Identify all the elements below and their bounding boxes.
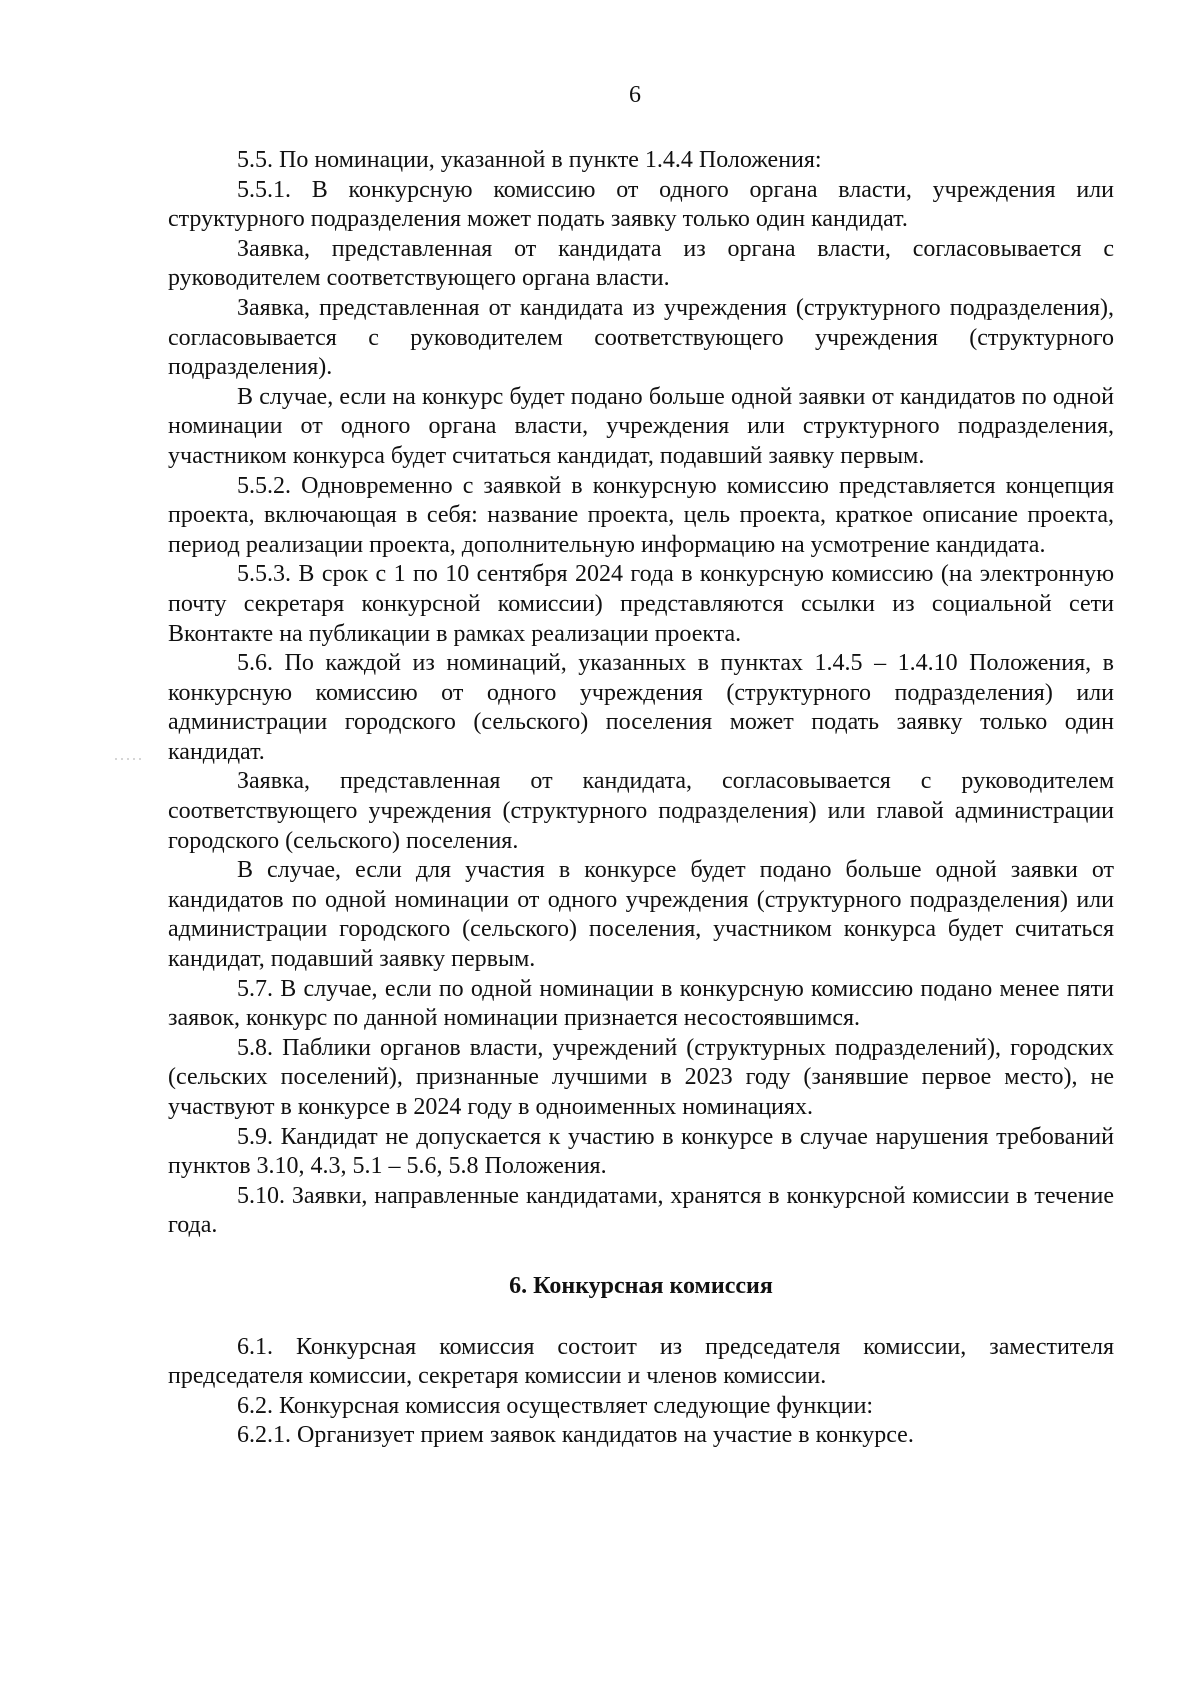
paragraph-5-5-3: 5.5.3. В срок с 1 по 10 сентября 2024 года в конкурсную комиссию (на электронную почту секретаря конкурсной комиссии) представляются ссылки из социальной сети Вконтакте на публикации в рамках реализации проекта. xyxy=(168,561,1114,647)
paragraph-5-5: 5.5. По номинации, указанной в пункте 1.4.4 Положения: xyxy=(237,147,822,173)
paragraph-5-6: 5.6. По каждой из номинаций, указанных в пунктах 1.4.5 – 1.4.10 Положения, в конкурсную комиссию от одного учреждения (структурного подразделения) или администрации городского (сельского) поселения может подать заявку только один кандидат. xyxy=(168,650,1114,765)
section-6-heading: 6. Конкурсная комиссия xyxy=(509,1272,773,1299)
paragraph-6-2: 6.2. Конкурсная комиссия осуществляет следующие функции: xyxy=(237,1392,874,1419)
paragraph-5-5-1-institution: Заявка, представленная от кандидата из учреждения (структурного подразделения), согласовывается с руководителем соответствующего учреждения (структурного подразделения). xyxy=(168,294,1114,381)
paragraph-5-10: 5.10. Заявки, направленные кандидатами, хранятся в конкурсной комиссии в течение года. xyxy=(168,1182,1114,1239)
paragraph-6-1: 6.1. Конкурсная комиссия состоит из председателя комиссии, заместителя председателя комиссии, секретаря комиссии и членов комиссии. xyxy=(168,1333,1114,1390)
paragraph-5-5-2: 5.5.2. Одновременно с заявкой в конкурсную комиссию представляется концепция проекта, включающая в себя: название проекта, цель проекта, краткое описание проекта, период реализации проекта, дополнительную информацию на усмотрение кандидата. xyxy=(168,472,1114,558)
document-body xyxy=(168,146,1114,1451)
paragraph-5-6-approval: Заявка, представленная от кандидата, согласовывается с руководителем соответствующего учреждения (структурного подразделения) или главой администрации городского (сельского) поселения. xyxy=(168,768,1114,854)
paragraph-5-6-duplicates: В случае, если для участия в конкурсе будет подано больше одной заявки от кандидатов по одной номинации от одного учреждения (структурного подразделения) или администрации городского (сельского) поселения, участником конкурса будет считаться кандидат, подавший заявку первым. xyxy=(168,857,1114,973)
paragraph-5-5-1: 5.5.1. В конкурсную комиссию от одного органа власти, учреждения или структурного подразделения может подать заявку только один кандидат. xyxy=(168,176,1114,233)
paragraph-5-5-1-duplicates: В случае, если на конкурс будет подано больше одной заявки от кандидатов по одной номинации от одного органа власти, учреждения или структурного подразделения, участником конкурса будет считаться кандидат, подавший заявку первым. xyxy=(168,383,1114,469)
paragraph-5-7: 5.7. В случае, если по одной номинации в конкурсную комиссию подано менее пяти заявок, конкурс по данной номинации признается несостоявшимся. xyxy=(168,975,1114,1032)
paragraph-5-8: 5.8. Паблики органов власти, учреждений (структурных подразделений), городских (сельских поселений), признанные лучшими в 2023 году (занявшие первое место), не участвуют в конкурсе в 2024 году в одноименных номинациях. xyxy=(168,1034,1114,1120)
paragraph-5-9: 5.9. Кандидат не допускается к участию в конкурсе в случае нарушения требований пунктов 3.10, 4.3, 5.1 – 5.6, 5.8 Положения. xyxy=(168,1123,1114,1180)
scan-artifact xyxy=(115,758,145,760)
page-number: 6 xyxy=(629,82,641,108)
paragraph-6-2-1: 6.2.1. Организует прием заявок кандидатов на участие в конкурсе. xyxy=(237,1422,914,1449)
paragraph-5-5-1-authority: Заявка, представленная от кандидата из органа власти, согласовывается с руководителем соответствующего органа власти. xyxy=(168,235,1114,292)
